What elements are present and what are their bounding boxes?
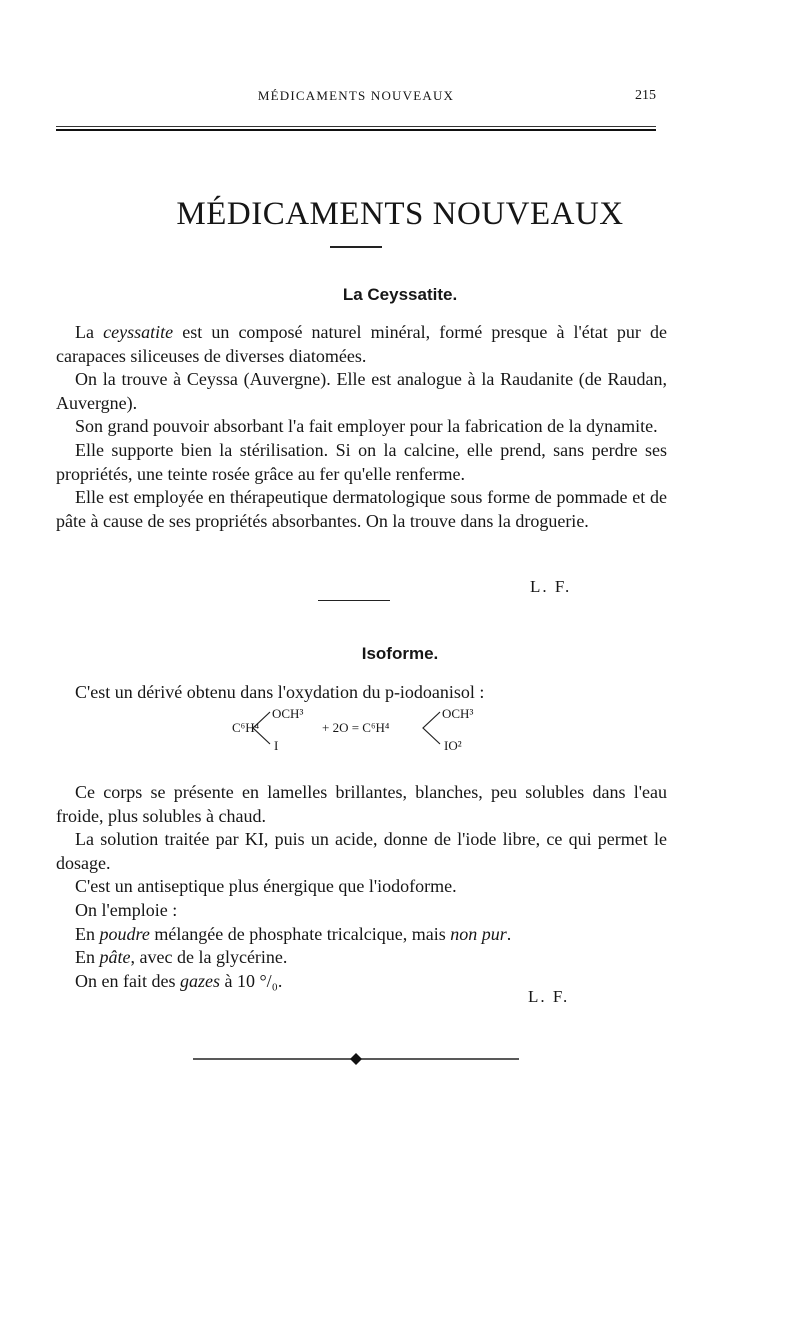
text: .: [506, 923, 512, 944]
section-body-isoforme: [56, 781, 667, 993]
text: est un composé naturel minéral, formé presque à l'état pur de carapaces siliceuses de diverses diatomées.: [56, 322, 667, 366]
section-rule: [318, 600, 390, 601]
formula-right-lower: IO²: [444, 738, 462, 753]
paragraph: [56, 946, 667, 970]
paragraph: [56, 321, 667, 368]
page-number: 215: [635, 88, 656, 103]
paragraph: [56, 970, 667, 994]
header-rule-thin: [56, 126, 656, 127]
paragraph: Elle est employée en thérapeutique dermatologique sous forme de pommade et de pâte à cause de ses propriétés absorbantes. On la trouve dans la droguerie.: [56, 487, 667, 531]
signature-1: L. F.: [530, 577, 572, 596]
section-heading-ceyssatite: La Ceyssatite.: [342, 285, 458, 304]
paragraph: Son grand pouvoir absorbant l'a fait employer pour la fabrication de la dynamite.: [75, 416, 658, 437]
paragraph: [56, 923, 667, 947]
isoforme-intro: [56, 681, 667, 705]
text: On en fait des: [75, 970, 180, 991]
paragraph: Elle supporte bien la stérilisation. Si on la calcine, elle prend, sans perdre ses propriétés, une teinte rosée grâce au fer qu'elle renferme.: [56, 439, 667, 484]
text: mélangée de phosphate tricalcique, mais: [149, 923, 451, 944]
text: La: [75, 322, 104, 342]
formula-left-upper: OCH³: [272, 706, 304, 721]
header-rule-thick: [56, 129, 656, 131]
paragraph: Ce corps se présente en lamelles brillantes, blanches, peu solubles dans l'eau froide, plus solubles à chaud.: [56, 782, 667, 826]
page-title: MÉDICAMENTS NOUVEAUX: [176, 196, 624, 232]
section-heading-isoforme: Isoforme.: [361, 644, 439, 663]
paragraph: C'est un antiseptique plus énergique que l'iodoforme.: [75, 876, 457, 897]
running-head: [56, 86, 656, 108]
formula-right-upper: OCH³: [442, 706, 474, 721]
title-rule: [330, 246, 382, 248]
formula-left-base: C⁶H⁴: [232, 720, 260, 735]
section-body-ceyssatite: [56, 321, 667, 533]
term-poudre: poudre: [99, 923, 150, 944]
chemical-formula: [0, 706, 800, 766]
end-ornament: [193, 1052, 519, 1066]
formula-left-lower: I: [274, 738, 279, 753]
paragraph: C'est un dérivé obtenu dans l'oxydation du p-iodoanisol :: [75, 682, 485, 702]
running-title: MÉDICAMENTS NOUVEAUX: [257, 88, 455, 103]
paragraph: On la trouve à Ceyssa (Auvergne). Elle est analogue à la Raudanite (de Raudan, Auvergne).: [56, 369, 667, 413]
text: En: [75, 947, 100, 968]
formula-operator: + 2O = C⁶H⁴: [322, 720, 390, 735]
term-non-pur: non pur: [450, 923, 507, 944]
term-gazes: gazes: [179, 970, 220, 991]
term-ceyssatite: ceyssatite: [103, 322, 174, 342]
text: En: [75, 923, 100, 944]
paragraph: On l'emploie :: [75, 899, 178, 920]
signature-2: L. F.: [528, 987, 570, 1006]
paragraph: La solution traitée par KI, puis un acide, donne de l'iode libre, ce qui permet le dosage.: [56, 829, 667, 873]
text: , avec de la glycérine.: [130, 947, 288, 968]
formula-brackets: [0, 706, 800, 766]
term-pate: pâte: [99, 947, 131, 968]
text: à 10 °/₀.: [219, 970, 283, 991]
